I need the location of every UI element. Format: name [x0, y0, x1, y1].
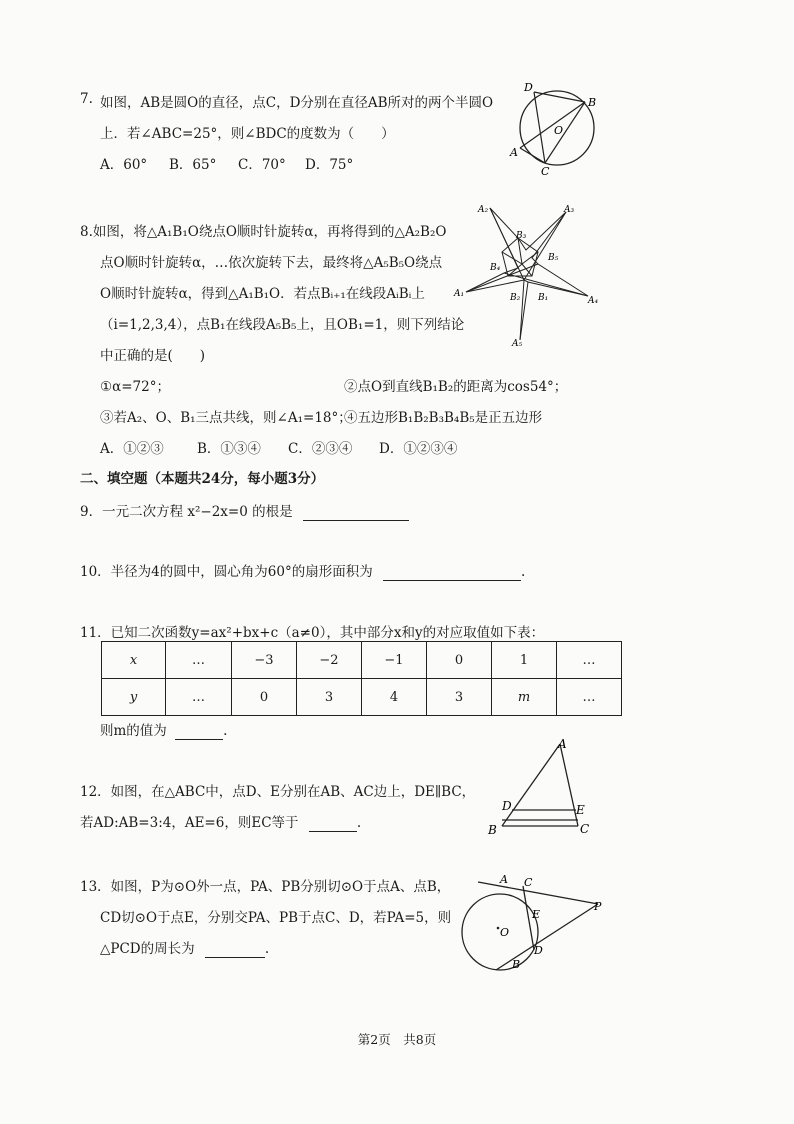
table-cell: 3 — [427, 679, 492, 716]
q8-line1: 8.如图，将△A₁B₁O绕点O顺时针旋转α，再将得到的△A₂B₂O — [80, 224, 447, 240]
q12-label-a: A — [558, 737, 567, 751]
q13-line1: 13．如图，P为⊙O外一点，PA、PB分别切⊙O于点A、点B， — [80, 879, 451, 895]
q10-question: 10．半径为4的圆中，圆心角为60°的扇形面积为 — [80, 564, 373, 580]
q8-option-d: D．①②③④ — [379, 441, 458, 457]
table-cell: … — [166, 642, 232, 679]
q7-line1: 如图，AB是圆O的直径，点C，D分别在直径AB所对的两个半圆O — [100, 95, 494, 111]
q8-statement-3: ③若A₂、O、B₁三点共线，则∠A₁=18°； — [100, 410, 352, 426]
q8-label-a4: A₄ — [588, 296, 599, 306]
q7-option-a: A．60° — [100, 157, 148, 173]
q8-label-b4: B₄ — [490, 263, 501, 273]
q10-period: . — [521, 564, 526, 580]
q12-triangle-figure — [484, 736, 594, 838]
q8-label-b3: B₃ — [516, 231, 527, 241]
table-row-y — [102, 679, 622, 716]
q8-option-c: C．②③④ — [288, 441, 353, 457]
page-footer: 第2页 共8页 — [357, 1032, 437, 1047]
q8-line4: （i=1,2,3,4），点B₁在线段A₅B₅上，且OB₁=1，则下列结论 — [100, 317, 465, 333]
q13-tangent-figure — [458, 870, 618, 974]
q8-line3: O顺时针旋转α，得到△A₁B₁O．若点Bᵢ₊₁在线段AᵢBᵢ上 — [100, 286, 425, 302]
q10-text — [80, 560, 525, 581]
q13-label-e: E — [532, 908, 541, 921]
q13-line2: CD切⊙O于点E，分别交PA、PB于点C、D，若PA=5，则 — [100, 910, 452, 926]
q8-statement-1: ①α=72°； — [100, 379, 170, 395]
q7-label-b: B — [588, 96, 597, 109]
q12-label-c: C — [580, 822, 590, 836]
q13-label-d: D — [534, 944, 543, 957]
table-cell: 0 — [427, 642, 492, 679]
table-cell: −1 — [362, 642, 427, 679]
q7-line2: 上．若∠ABC=25°，则∠BDC的度数为（ ） — [100, 126, 395, 142]
q12-question: 若AD:AB=3:4，AE=6，则EC等于 — [80, 815, 299, 831]
q8-statement-4: ④五边形B₁B₂B₃B₄B₅是正五边形 — [344, 410, 543, 426]
q8-label-a2: A₂ — [478, 205, 489, 215]
q12-line1: 12．如图，在△ABC中，点D、E分别在AB、AC边上，DE∥BC， — [80, 784, 476, 800]
q9-answer-blank[interactable] — [303, 504, 409, 521]
q7-label-d: D — [524, 81, 533, 94]
q12-label-e: E — [576, 803, 585, 817]
table-cell: −2 — [297, 642, 362, 679]
q8-label-b5: B₅ — [548, 253, 559, 263]
q12-line2 — [80, 811, 361, 832]
q11-text: 11．已知二次函数y=ax²+bx+c（a≠0），其中部分x和y的对应取值如下表： — [80, 625, 545, 641]
q12-label-d: D — [502, 799, 512, 813]
q13-question: △PCD的周长为 — [100, 941, 195, 957]
q7-label-c: C — [541, 165, 550, 178]
q12-answer-blank[interactable] — [309, 815, 357, 832]
q12-label-b: B — [488, 823, 497, 837]
table-cell: 1 — [492, 642, 557, 679]
section-title: 二、填空题（本题共24分，每小题3分） — [80, 471, 325, 487]
q8-statement-2: ②点O到直线B₁B₂的距离为cos54°； — [344, 379, 568, 395]
table-cell: … — [557, 679, 622, 716]
q8-label-a1: A₁ — [454, 289, 465, 299]
table-cell: 3 — [297, 679, 362, 716]
table-cell: y — [102, 679, 166, 716]
q12-period: . — [356, 815, 362, 831]
q13-label-c: C — [524, 876, 533, 889]
table-cell: x — [102, 642, 166, 679]
q8-line2: 点O顺时针旋转α，…依次旋转下去，最终将△A₅B₅O绕点 — [100, 255, 443, 271]
q11-value-table — [101, 641, 622, 716]
q7-option-d: D．75° — [305, 157, 354, 173]
q10-answer-blank[interactable] — [383, 564, 521, 581]
table-cell: … — [166, 679, 232, 716]
table-cell: 4 — [362, 679, 427, 716]
q13-label-b: B — [512, 958, 521, 971]
q8-line5: 中正确的是( ) — [100, 348, 206, 364]
q8-option-a: A．①②③ — [100, 441, 164, 457]
q9-question: 9．一元二次方程 x²−2x=0 的根是 — [80, 504, 293, 520]
q7-option-c: C．70° — [238, 157, 286, 173]
q13-label-a: A — [500, 873, 508, 886]
q11-after-text — [100, 719, 227, 740]
q13-line3 — [100, 937, 269, 958]
q13-label-p: P — [594, 900, 602, 913]
table-cell: … — [557, 642, 622, 679]
q8-label-a3: A₃ — [564, 205, 575, 215]
q7-number: 7. — [80, 91, 93, 107]
q8-label-a5: A₅ — [512, 339, 523, 349]
q7-circle-figure — [505, 78, 615, 178]
q8-label-b2: B₂ — [510, 293, 521, 303]
q8-star-figure — [452, 200, 602, 350]
q9-text — [80, 500, 409, 521]
table-cell: m — [492, 679, 557, 716]
table-cell: 0 — [232, 679, 297, 716]
q8-option-b: B．①③④ — [197, 441, 261, 457]
q7-label-a: A — [510, 146, 518, 159]
q13-period: . — [264, 941, 270, 957]
table-row-x — [102, 642, 622, 679]
q13-label-o: O — [500, 926, 510, 939]
q7-option-b: B．65° — [169, 157, 217, 173]
q13-answer-blank[interactable] — [205, 941, 265, 958]
q11-question-m: 则m的值为 — [100, 723, 167, 739]
q11-period: . — [223, 723, 228, 739]
table-cell: −3 — [232, 642, 297, 679]
q7-label-o: O — [554, 124, 564, 137]
q8-label-b1: B₁ — [538, 293, 549, 303]
q11-answer-blank[interactable] — [175, 723, 223, 740]
